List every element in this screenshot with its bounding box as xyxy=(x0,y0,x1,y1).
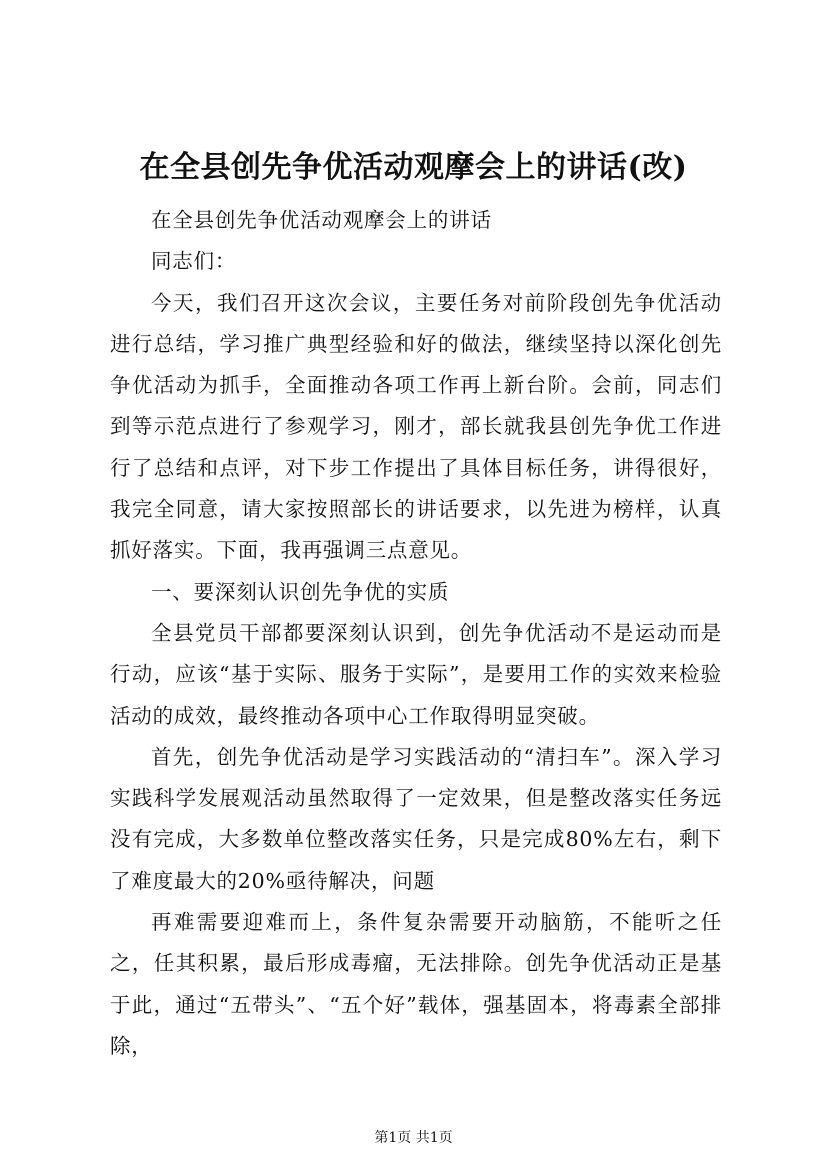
section-heading: 一、要深刻认识创先争优的实质 xyxy=(151,579,450,604)
salutation-paragraph: 同志们： xyxy=(151,249,237,274)
body-paragraph: 全县党员干部都要深刻认识到，创先争优活动不是运动而是行动，应该“基于实际、服务于实际”，是要用工作的实效来检验活动的成效，最终推动各项中心工作取得明显突破。 xyxy=(110,620,722,728)
page-number-footer: 第1页 共1页 xyxy=(374,1130,453,1146)
body-paragraph: 今天，我们召开这次会议，主要任务对前阶段创先争优活动进行总结，学习推广典型经验和好的做法，继续坚持以深化创先争优活动为抓手，全面推动各项工作再上新台阶。会前，同志们到等示范点进行了参观学习，刚才，部长就我县创先争优工作进行了总结和点评，对下步工作提出了具体目标任务，讲得很好，我完全同意，请大家按照部长的讲话要求，以先进为榜样，认真抓好落实。下面，我再强调三点意见。 xyxy=(110,290,722,563)
subtitle-paragraph: 在全县创先争优活动观摩会上的讲话 xyxy=(151,208,492,232)
document-body xyxy=(110,200,722,1067)
body-paragraph: 再难需要迎难而上，条件复杂需要开动脑筋，不能听之任之，任其积累，最后形成毒瘤，无法排除。创先争优活动正是基于此，通过“五带头”、“五个好”载体，强基固本，将毒素全部排除， xyxy=(110,910,722,1058)
body-paragraph: 首先，创先争优活动是学习实践活动的“清扫车”。深入学习实践科学发展观活动虽然取得了一定效果，但是整改落实任务远没有完成，大多数单位整改落实任务，只是完成80%左右，剩下了难度最大的20%亟待解决，问题 xyxy=(110,744,722,893)
document-title: 在全县创先争优活动观摩会上的讲话(改) xyxy=(139,150,688,185)
